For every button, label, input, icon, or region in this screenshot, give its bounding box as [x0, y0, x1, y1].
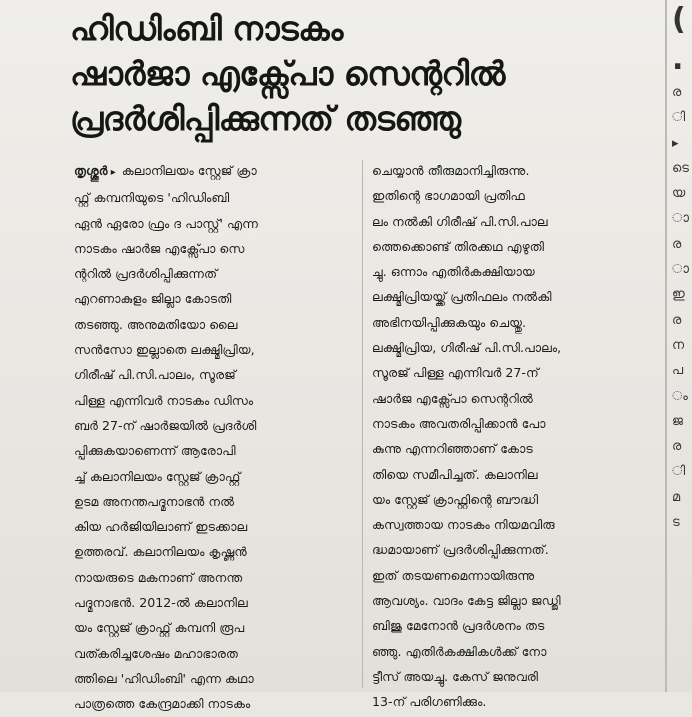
article-text: ച്ചു. ഒന്നാം എതിർകക്ഷിയായ: [372, 264, 535, 280]
article-column-right: [372, 158, 659, 715]
article-text-line: [74, 158, 354, 185]
article-body: [74, 158, 659, 712]
article-text-line: [372, 183, 659, 208]
article-text-line: [74, 641, 354, 666]
article-text-line: [372, 639, 659, 664]
adjacent-text-fragment: യ: [672, 186, 686, 202]
adjacent-text-fragment: ി: [672, 110, 686, 126]
article-text: തടഞ്ഞു. അനുമതിയോ ലൈ: [74, 316, 238, 332]
headline-line: ഷാർജാ എക്സ്പോ സെന്ററിൽ: [70, 54, 505, 93]
article-text-line: [372, 158, 659, 183]
adjacent-text-fragment: ാ: [672, 262, 689, 278]
article-text-line: [372, 613, 659, 638]
article-text: ഇത് തടയണമെന്നായിരുന്നു: [372, 567, 535, 583]
article-text-line: [74, 337, 354, 362]
article-text: ഞ്ഞു. എതിർകക്ഷികൾക്ക് നോ: [372, 643, 547, 659]
article-text-line: [372, 360, 659, 385]
article-text: യം സ്റ്റേജ് ക്രാഫ്റ്റ് കമ്പനി രൂപ: [74, 620, 245, 636]
article-text: ഏൻ ഏരോ ഫ്രം ദ പാസ്റ്റ്' എന്ന: [74, 215, 258, 231]
headline: [70, 6, 670, 141]
article-text: പ്പിക്കുകയാണെന്ന് ആരോപി: [74, 443, 236, 459]
article-text-line: [372, 689, 659, 714]
article-text-line: [372, 386, 659, 411]
article-text: ലക്ഷ്മിപ്രിയ, ഗിരീഷ് പി.സി.പാലം,: [372, 340, 562, 356]
article-text-line: [372, 310, 659, 335]
article-text: ത്തിലെ 'ഹിഡിംബി' എന്ന കഥാ: [74, 670, 254, 686]
article-text: നാടകം ഷാർജ എക്സ്പോ സെ: [74, 240, 245, 256]
article-text-line: [74, 286, 354, 311]
article-text: ബർ 27-ന് ഷാർജയിൽ പ്രദർശി: [74, 417, 257, 433]
article-text-line: [372, 284, 659, 309]
adjacent-headline-glyph: (: [672, 2, 686, 37]
article-text-line: [372, 436, 659, 461]
article-text: ആവശ്യം. വാദം കേട്ട ജില്ലാ ജഡ്ജി: [372, 593, 561, 609]
article-text: ദ്ധമായാണ് പ്രദർശിപ്പിക്കുന്നത്.: [372, 542, 549, 558]
headline-line: പ്രദർശിപ്പിക്കുന്നത് തടഞ്ഞു: [70, 99, 461, 138]
adjacent-text-fragment: ര: [672, 85, 682, 100]
article-text: തിയെ സമീപിച്ചത്. കലാനില: [372, 466, 538, 482]
article-text: ന്ററിൽ പ്രദർശിപ്പിക്കുന്നത്: [74, 266, 218, 282]
article-text: ബിജു മേനോൻ പ്രദർശനം തട: [372, 618, 545, 634]
article-text-line: [74, 489, 354, 514]
article-text-line: [74, 691, 354, 716]
adjacent-text-fragment: ടെ: [672, 160, 689, 176]
adjacent-text-fragment: ര: [672, 439, 682, 455]
article-text-line: [372, 259, 659, 284]
article-text-line: [372, 487, 659, 512]
article-text-line: [372, 664, 659, 689]
article-text-line: [74, 211, 354, 236]
article-text: ട്ടീസ് അയച്ചു. കേസ് ജനുവരി: [372, 668, 539, 684]
article-text-line: [74, 539, 354, 564]
page-edge-divider: [665, 0, 667, 692]
byline-arrow-icon: ▸: [107, 167, 116, 178]
article-text: കസ്വത്തായ നാടകം നിയമവിരു: [372, 517, 555, 533]
article-text-line: [372, 234, 659, 259]
article-text: നായരുടെ മകനാണ് അനന്ത: [74, 569, 243, 585]
article-text-line: [74, 438, 354, 463]
adjacent-headline-glyph: .: [672, 42, 684, 77]
article-text-line: [74, 312, 354, 337]
article-text: പിള്ള എന്നിവർ നാടകം ഡിസം: [74, 392, 254, 408]
article-text: ഷാർജ എക്സ്പോ സെന്ററിൽ: [372, 390, 533, 406]
article-text: അഭിനയിപ്പിക്കുകയും ചെയ്തു.: [372, 314, 527, 330]
adjacent-text-fragment: ന: [672, 337, 685, 353]
adjacent-text-fragment: ട: [672, 515, 680, 531]
article-text: ഉത്തരവ്. കലാനിലയം കൃഷ്ണൻ: [74, 544, 247, 560]
article-text-line: [74, 413, 354, 438]
article-text: സൻസോ ഇല്ലാതെ ലക്ഷ്മിപ്രിയ,: [74, 342, 255, 358]
article-text-line: [74, 666, 354, 691]
article-text: ലം നൽകി ഗിരീഷ് പി.സി.പാല: [372, 213, 548, 229]
article-text-line: [74, 514, 354, 539]
adjacent-text-fragment: ഇ: [672, 287, 685, 303]
article-text-line: [372, 588, 659, 613]
article-text-line: [372, 563, 659, 588]
article-text-line: [372, 335, 659, 360]
article-text-line: [372, 209, 659, 234]
article-text: ത്തെക്കൊണ്ട് തിരക്കഥ എഴുതി: [372, 238, 544, 254]
article-text-line: [372, 512, 659, 537]
article-text: പാത്രത്തെ കേന്ദ്രമാക്കി നാടകം: [74, 696, 251, 712]
adjacent-text-fragment: ി: [672, 464, 686, 480]
article-text: വത്കരിച്ചശേഷം മഹാഭാരത: [74, 645, 238, 661]
article-text: സൂരജ് പിള്ള എന്നിവർ 27-ന്: [372, 365, 539, 381]
adjacent-text-fragment: ാ: [672, 211, 689, 227]
article-text-line: [74, 565, 354, 590]
adjacent-text-fragment: ര: [672, 236, 682, 252]
article-text: 13-ന് പരിഗണിക്കും.: [372, 694, 487, 710]
article-text: കലാനിലയം സ്റ്റേജ് ക്രാ: [117, 163, 257, 178]
article-text-line: [74, 464, 354, 489]
article-text: ച്ച് കലാനിലയം സ്റ്റേജ് ക്രാഫ്റ്റ്: [74, 468, 241, 484]
article-text: കുന്നു എന്നറിഞ്ഞാണ് കോട: [372, 441, 533, 457]
byline-place: തൃശ്ശൂർ: [74, 163, 108, 178]
article-text: ഗിരീഷ് പി.സി.പാലം, സൂരജ്: [74, 367, 236, 383]
article-text-line: [74, 388, 354, 413]
adjacent-text-fragment: പ: [672, 363, 684, 379]
adjacent-article-fragment: [672, 0, 692, 692]
article-text: ഫ്റ്റ് കമ്പനിയുടെ 'ഹിഡിംബി: [74, 190, 230, 206]
article-text-line: [372, 537, 659, 562]
article-text-line: [74, 185, 354, 210]
article-text: പദ്മനാഭൻ. 2012-ൽ കലാനില: [74, 595, 248, 611]
article-text-line: [74, 261, 354, 286]
article-text: ലക്ഷ്മിപ്രിയയ്ക്ക് പ്രതിഫലം നൽകി: [372, 289, 552, 305]
adjacent-text-fragment: മ: [672, 489, 681, 505]
article-text-line: [372, 462, 659, 487]
adjacent-text-fragment: ജ: [672, 413, 683, 429]
article-text: ഉടമ അനന്തപദ്മനാഭൻ നൽ: [74, 493, 235, 509]
article-text: കിയ ഹർജിയിലാണ് ഇടക്കാല: [74, 519, 248, 535]
article-text: നാടകം അവതരിപ്പിക്കാൻ പോ: [372, 415, 546, 431]
article-text-line: [74, 615, 354, 640]
headline-line: ഹിഡിംബി നാടകം: [70, 9, 343, 48]
article-text-line: [74, 236, 354, 261]
adjacent-text-fragment: ര: [672, 312, 682, 328]
article-text-line: [74, 362, 354, 387]
adjacent-text-fragment: ം: [672, 388, 688, 404]
article-text: യം സ്റ്റേജ് ക്രാഫ്റ്റിന്റെ ബൗദ്ധി: [372, 491, 539, 507]
column-divider: [362, 160, 363, 688]
article-text: ഇതിന്റെ ഭാഗമായി പ്രതിഫ: [372, 188, 525, 204]
article-column-left: [74, 158, 354, 717]
adjacent-text-fragment: ▸: [672, 135, 679, 151]
article-text: ചെയ്യാൻ തീരുമാനിച്ചിരുന്നു.: [372, 163, 530, 178]
article-text-line: [372, 411, 659, 436]
article-text: എറണാകുളം ജില്ലാ കോടതി: [74, 291, 232, 307]
article-text-line: [74, 590, 354, 615]
